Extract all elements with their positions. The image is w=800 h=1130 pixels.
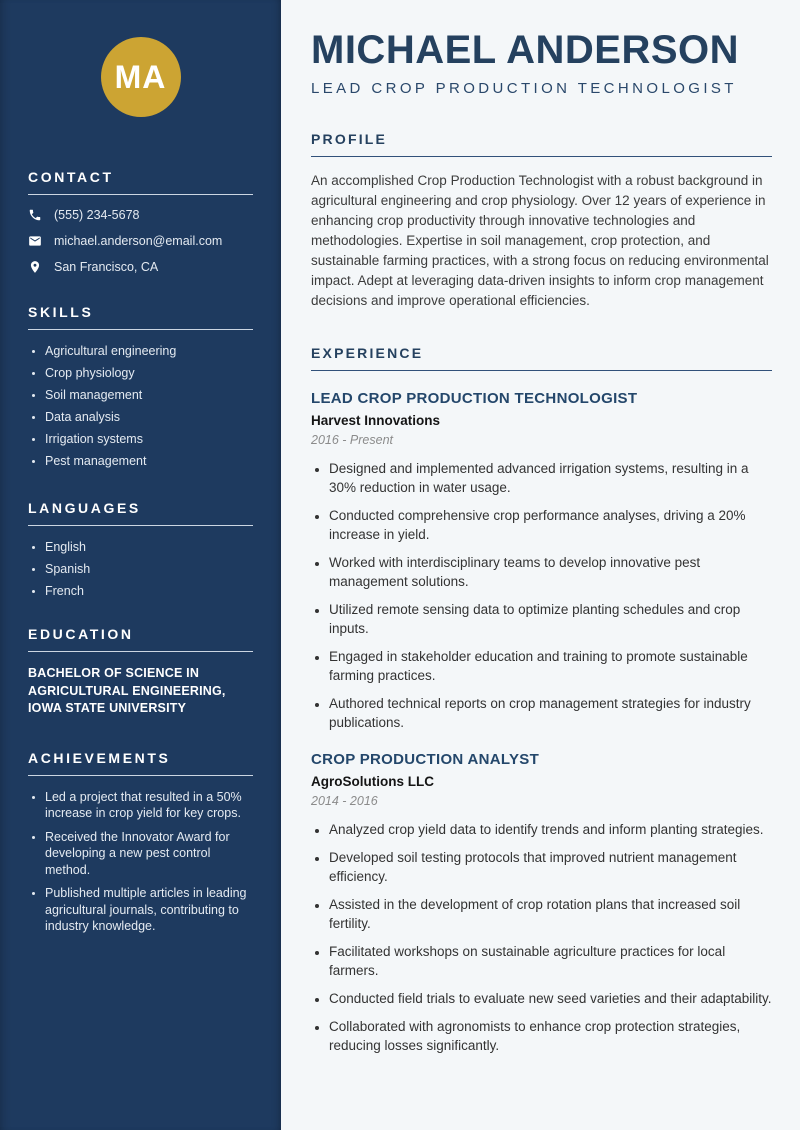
languages-section [28, 500, 253, 600]
achievement-item: • Published multiple articles in leading agricultural journals, contributing to industry knowledge. [45, 885, 253, 935]
language-item: • Spanish [45, 561, 253, 578]
job-bullet: • Analyzed crop yield data to identify trends and inform planting strategies. [329, 820, 772, 839]
contact-location-row [28, 260, 253, 274]
education-heading: EDUCATION [28, 626, 134, 642]
job-bullet: • Designed and implemented advanced irrigation systems, resulting in a 30% reduction in water usage. [329, 459, 772, 497]
avatar-initials: MA [114, 58, 167, 95]
job-bullet: • Authored technical reports on crop management strategies for industry publications. [329, 694, 772, 732]
skill-item: • Data analysis [45, 409, 253, 426]
skill-item: • Pest management [45, 453, 253, 470]
job-bullet: • Utilized remote sensing data to optimize planting schedules and crop inputs. [329, 600, 772, 638]
contact-email-row [28, 234, 253, 248]
contact-section [28, 169, 253, 274]
skill-item: • Soil management [45, 387, 253, 404]
achievement-item: • Led a project that resulted in a 50% increase in crop yield for key crops. [45, 789, 253, 822]
job-entry [311, 751, 772, 1055]
main-content [281, 0, 800, 1130]
job-bullet: • Assisted in the development of crop rotation plans that increased soil fertility. [329, 895, 772, 933]
section-divider [28, 194, 253, 195]
job-bullet-list [311, 820, 772, 1055]
location-text: San Francisco, CA [54, 260, 159, 274]
job-bullet: • Conducted comprehensive crop performance analyses, driving a 20% increase in yield. [329, 506, 772, 544]
job-bullet: • Developed soil testing protocols that improved nutrient management efficiency. [329, 848, 772, 886]
job-entry [311, 390, 772, 732]
profile-heading: PROFILE [311, 131, 388, 147]
skills-list [28, 343, 253, 470]
skills-heading: SKILLS [28, 304, 94, 320]
experience-heading: EXPERIENCE [311, 345, 424, 361]
achievements-heading: ACHIEVEMENTS [28, 749, 171, 766]
achievements-section [28, 750, 253, 935]
job-company: AgroSolutions LLC [311, 774, 434, 789]
skill-item: • Irrigation systems [45, 431, 253, 448]
person-name: MICHAEL ANDERSON [311, 28, 740, 72]
language-item: • French [45, 583, 253, 600]
job-bullet-list [311, 459, 772, 732]
achievement-item: • Received the Innovator Award for developing a new pest control method. [45, 829, 253, 879]
job-bullet: • Engaged in stakeholder education and training to promote sustainable farming practices. [329, 647, 772, 685]
language-item: • English [45, 539, 253, 556]
avatar [101, 37, 181, 117]
achievements-list [28, 789, 253, 935]
phone-icon [28, 208, 42, 222]
job-company: Harvest Innovations [311, 413, 441, 428]
job-bullet: • Worked with interdisciplinary teams to develop innovative pest management solutions. [329, 553, 772, 591]
skill-item: • Crop physiology [45, 365, 253, 382]
mail-icon [28, 234, 42, 248]
job-bullet: • Conducted field trials to evaluate new seed varieties and their adaptability. [329, 989, 772, 1008]
skill-item: • Agricultural engineering [45, 343, 253, 360]
contact-phone-row [28, 208, 253, 222]
section-divider [28, 775, 253, 776]
section-divider [28, 329, 253, 330]
section-divider [28, 525, 253, 526]
profile-section [311, 131, 772, 311]
person-title: LEAD CROP PRODUCTION TECHNOLOGIST [311, 80, 737, 97]
languages-heading: LANGUAGES [28, 500, 141, 516]
section-divider [311, 370, 772, 371]
skills-section [28, 304, 253, 470]
education-section [28, 626, 253, 718]
section-divider [28, 651, 253, 652]
profile-text: An accomplished Crop Production Technologist with a robust background in agricultural engineering and crop physiology. Over 12 years of experience in enhancing crop productivity through innovative technologies and methodologies. Expertise in soil management, crop protection, and sustainable farming practices, with a strong focus on reducing environmental impact. Adept at leveraging data-driven insights to inform crop management decisions and improve operational efficiencies. [311, 173, 769, 308]
section-divider [311, 156, 772, 157]
job-title: LEAD CROP PRODUCTION TECHNOLOGIST [311, 390, 638, 407]
degree-text: BACHELOR OF SCIENCE IN AGRICULTURAL ENGINEERING, IOWA STATE UNIVERSITY [28, 666, 226, 715]
languages-list [28, 539, 253, 600]
contact-heading: CONTACT [28, 169, 114, 185]
sidebar [0, 0, 281, 1130]
email-address: michael.anderson@email.com [54, 234, 223, 248]
job-bullet: • Collaborated with agronomists to enhance crop protection strategies, reducing losses significantly. [329, 1017, 772, 1055]
job-bullet: • Facilitated workshops on sustainable agriculture practices for local farmers. [329, 942, 772, 980]
experience-section [311, 345, 772, 1055]
job-dates: 2014 - 2016 [311, 794, 378, 808]
job-title: CROP PRODUCTION ANALYST [311, 751, 540, 768]
job-dates: 2016 - Present [311, 433, 393, 447]
phone-number: (555) 234-5678 [54, 208, 140, 222]
location-pin-icon [28, 260, 42, 274]
